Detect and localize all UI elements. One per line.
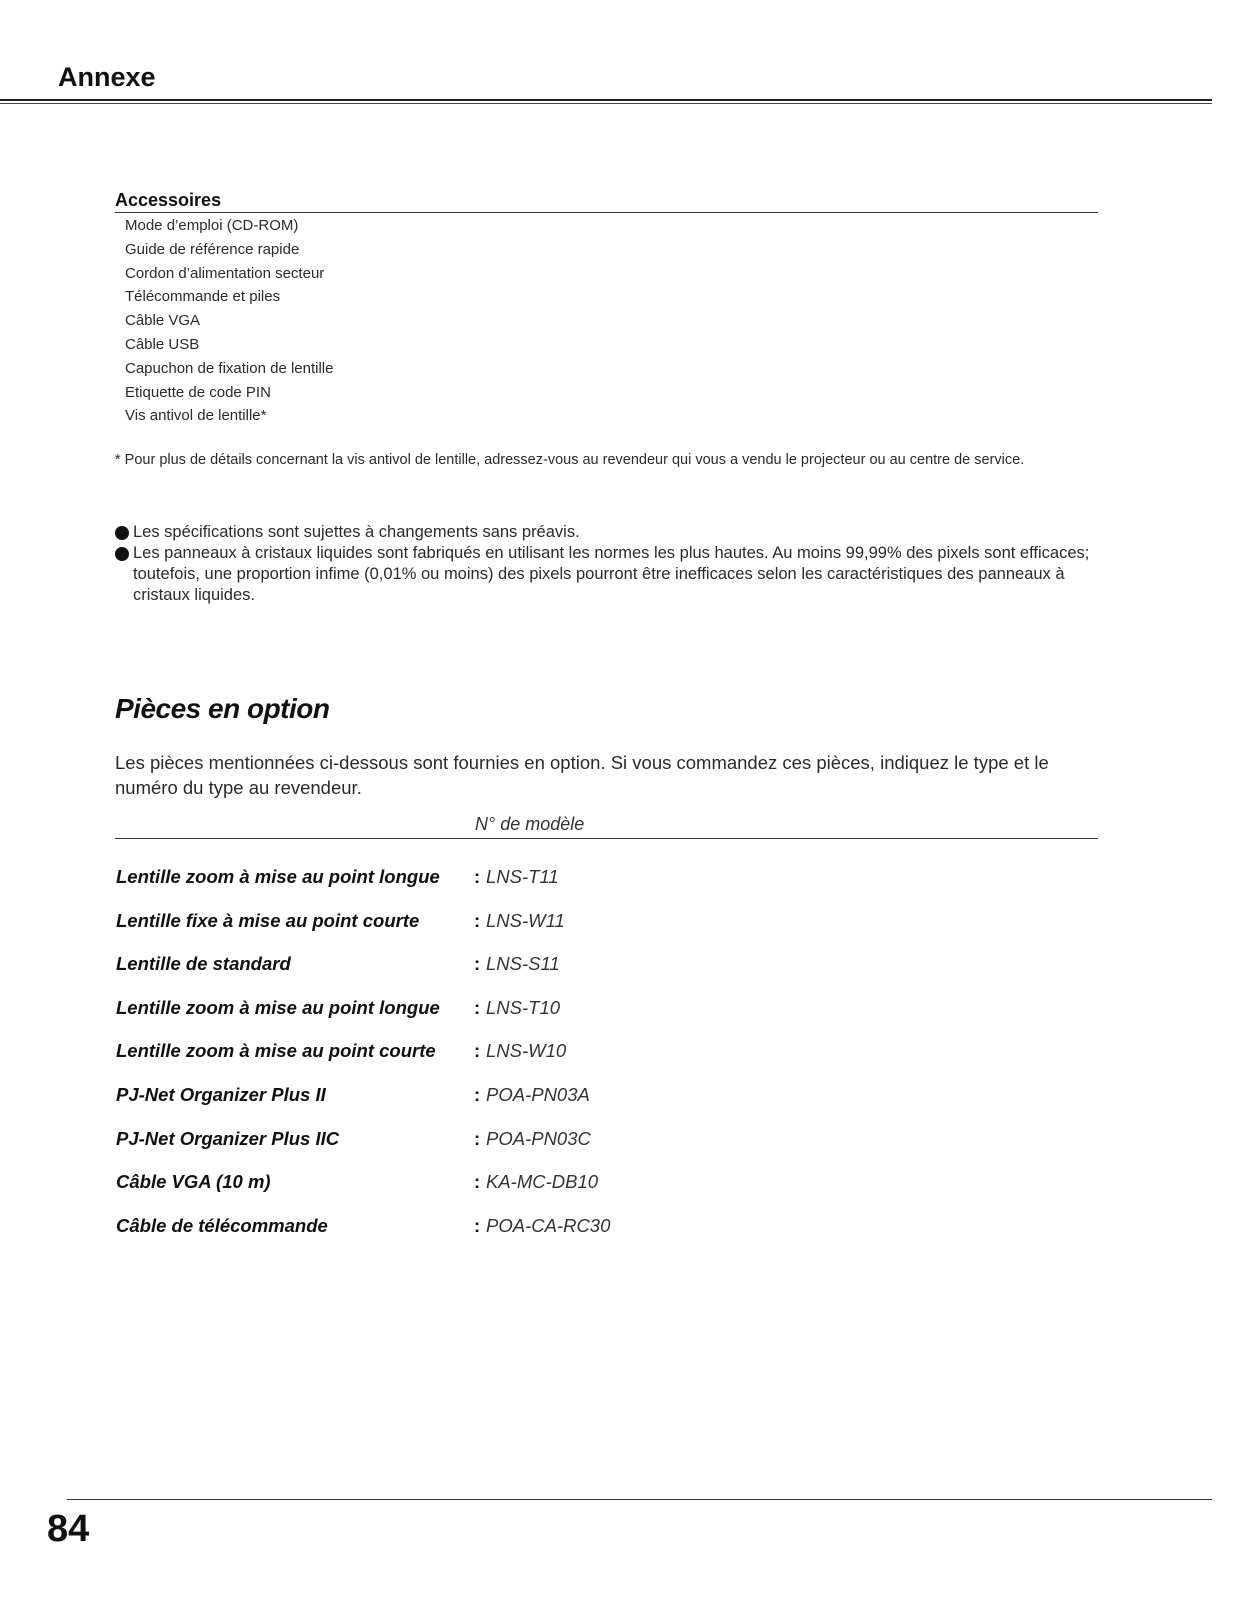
part-model: LNS-W11 bbox=[486, 909, 565, 931]
part-model: LNS-S11 bbox=[486, 953, 560, 975]
part-name: Lentille fixe à mise au point courte bbox=[116, 909, 420, 931]
header-divider bbox=[0, 99, 1212, 101]
part-row bbox=[116, 947, 816, 991]
part-name: Lentille zoom à mise au point courte bbox=[116, 1040, 436, 1062]
part-model: LNS-T11 bbox=[486, 866, 559, 887]
list-item: Câble VGA bbox=[125, 312, 201, 330]
part-model: POA-PN03A bbox=[486, 1083, 590, 1105]
list-item: Mode d’emploi (CD-ROM) bbox=[125, 217, 299, 234]
part-model: LNS-W10 bbox=[486, 1040, 567, 1062]
part-row bbox=[116, 1078, 816, 1122]
list-item: Guide de référence rapide bbox=[125, 240, 300, 258]
part-name: Câble VGA (10 m) bbox=[116, 1171, 271, 1193]
part-name: Lentille de standard bbox=[116, 953, 291, 975]
separator: : bbox=[474, 1171, 481, 1193]
part-model: POA-CA-RC30 bbox=[486, 1214, 611, 1236]
list-item: Etiquette de code PIN bbox=[125, 383, 271, 401]
part-row bbox=[116, 860, 816, 904]
part-row bbox=[116, 1034, 816, 1078]
separator: : bbox=[474, 909, 481, 931]
part-row bbox=[116, 1122, 816, 1166]
note-item bbox=[115, 522, 1105, 543]
separator: : bbox=[474, 1127, 481, 1149]
optional-parts-heading: Pièces en option bbox=[115, 693, 330, 724]
part-name: Câble de télécommande bbox=[116, 1214, 328, 1236]
model-column-divider bbox=[115, 838, 1098, 839]
page-number: 84 bbox=[47, 1508, 90, 1550]
note-item bbox=[115, 543, 1105, 606]
part-row bbox=[116, 1209, 816, 1253]
bullet-icon bbox=[115, 547, 129, 561]
part-row bbox=[116, 904, 816, 948]
separator: : bbox=[474, 1040, 481, 1062]
part-row bbox=[116, 1165, 816, 1209]
header-divider-thin bbox=[0, 103, 1212, 104]
list-item: Câble USB bbox=[125, 335, 200, 353]
footer-divider bbox=[67, 1499, 1212, 1500]
separator: : bbox=[474, 953, 481, 975]
part-name: Lentille zoom à mise au point longue bbox=[116, 866, 440, 887]
list-item: Vis antivol de lentille* bbox=[125, 407, 267, 425]
list-item: Télécommande et piles bbox=[125, 288, 281, 306]
list-item: Cordon d’alimentation secteur bbox=[125, 264, 325, 282]
list-item: Capuchon de fixation de lentille bbox=[125, 359, 334, 377]
part-name: Lentille zoom à mise au point longue bbox=[116, 996, 440, 1018]
separator: : bbox=[474, 996, 481, 1018]
separator: : bbox=[474, 866, 481, 887]
accessories-list bbox=[125, 214, 333, 428]
notes-list bbox=[115, 522, 1105, 606]
accessories-divider bbox=[115, 212, 1098, 213]
part-model: POA-PN03C bbox=[486, 1127, 591, 1149]
part-name: PJ-Net Organizer Plus II bbox=[116, 1083, 326, 1105]
part-row bbox=[116, 991, 816, 1035]
optional-parts-intro: Les pièces mentionnées ci-dessous sont fournies en option. Si vous commandez ces pièces, indiquez le type et le numéro du type au revendeur. bbox=[115, 752, 1049, 798]
page-title: Annexe bbox=[58, 62, 156, 92]
note-text: Les panneaux à cristaux liquides sont fabriqués en utilisant les normes les plus hautes. Au moins 99,99% des pixels sont efficaces; toutefois, une proportion infime (0,01% ou moins) des pixels pourront être inefficaces selon les caractéristiques des panneaux à cristaux liquides. bbox=[133, 544, 1090, 604]
note-text: Les spécifications sont sujettes à changements sans préavis. bbox=[133, 523, 580, 541]
accessories-footnote: * Pour plus de détails concernant la vis antivol de lentille, adressez-vous au revendeur qui vous a vendu le projecteur ou au centre de service. bbox=[115, 452, 1025, 468]
part-model: LNS-T10 bbox=[486, 996, 561, 1018]
bullet-icon bbox=[115, 526, 129, 540]
accessories-heading: Accessoires bbox=[115, 190, 222, 210]
part-name: PJ-Net Organizer Plus IIC bbox=[116, 1127, 340, 1149]
separator: : bbox=[474, 1083, 481, 1105]
separator: : bbox=[474, 1214, 481, 1236]
part-model: KA-MC-DB10 bbox=[486, 1171, 599, 1193]
model-column-header: N° de modèle bbox=[475, 814, 585, 834]
optional-parts-list bbox=[116, 860, 816, 1252]
